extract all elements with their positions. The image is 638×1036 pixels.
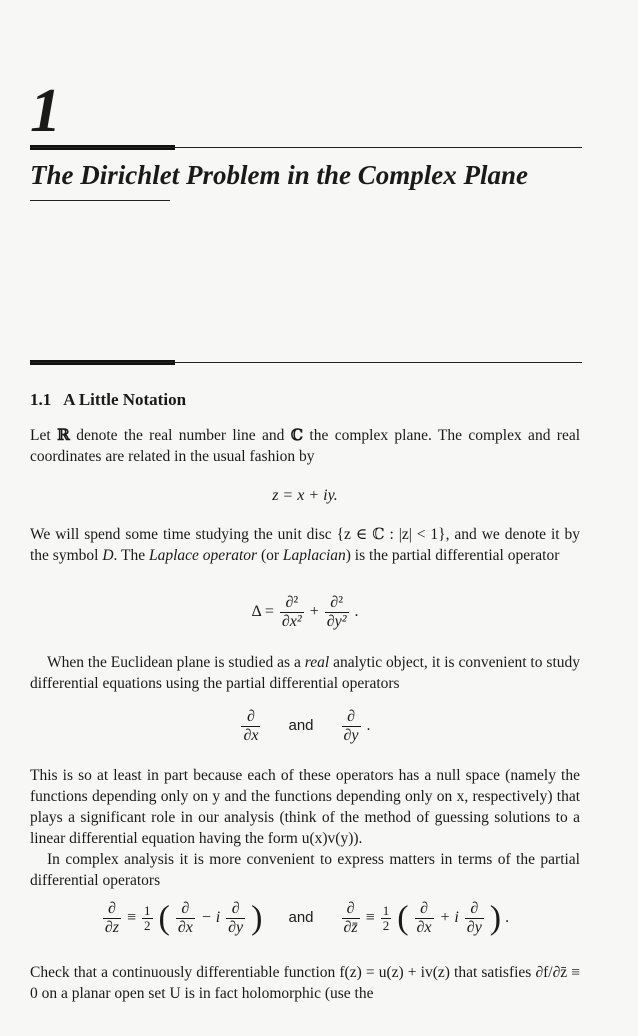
fraction-half bbox=[381, 904, 392, 933]
p1-text-b: denote the real number line and bbox=[69, 427, 291, 444]
numerator: ∂² bbox=[330, 594, 343, 611]
numerator: ∂ bbox=[346, 900, 355, 917]
right-paren: ) bbox=[489, 899, 502, 937]
fraction-d-dx bbox=[241, 708, 260, 745]
section-heading bbox=[30, 390, 186, 410]
denominator: ∂x bbox=[177, 919, 193, 936]
minus-i: − i bbox=[200, 909, 221, 927]
real-term: real bbox=[304, 654, 330, 671]
period: . bbox=[505, 909, 510, 927]
numerator: ∂ bbox=[470, 900, 479, 917]
numerator: ∂ bbox=[107, 900, 116, 917]
paragraph-3 bbox=[30, 652, 580, 694]
equiv-sign: ≡ bbox=[127, 909, 137, 927]
chapter-number: 1 bbox=[30, 77, 61, 145]
p1-text-c: the complex plane. The complex and real coordinates are related in the usual fashion by bbox=[30, 427, 581, 465]
numerator: ∂ bbox=[347, 708, 355, 725]
p2-text-b: . The bbox=[113, 547, 149, 564]
denominator: ∂y² bbox=[326, 613, 347, 630]
section-number: 1.1 bbox=[30, 390, 52, 409]
fraction-d-dy bbox=[465, 900, 484, 937]
paragraph-1 bbox=[30, 424, 580, 467]
and-word: and bbox=[288, 909, 314, 927]
period: . bbox=[354, 603, 359, 621]
fraction-d-dx bbox=[176, 900, 195, 937]
fraction-d-dz bbox=[103, 900, 121, 937]
chapter-rule-thin bbox=[30, 147, 582, 148]
plus-i: + i bbox=[439, 909, 459, 927]
period: . bbox=[366, 717, 371, 735]
fraction-d-dzbar bbox=[342, 900, 360, 937]
right-paren: ) bbox=[251, 899, 263, 937]
p2-text-d: ) is the partial differential operator bbox=[345, 547, 560, 564]
fraction-d-dy bbox=[342, 708, 361, 745]
equation-wirtinger bbox=[30, 900, 580, 937]
laplace-operator-term: Laplace operator bbox=[149, 547, 258, 564]
left-paren: ( bbox=[158, 899, 170, 937]
laplacian-term: Laplacian bbox=[282, 547, 346, 564]
denominator: ∂x² bbox=[281, 613, 302, 630]
p2-text-c: (or bbox=[257, 547, 283, 564]
section-title: A Little Notation bbox=[63, 390, 187, 409]
plus-sign: + bbox=[309, 603, 319, 621]
paragraph-4: This is so at least in part because each of these operators has a null space (namely the functions depending only on y and the functions depending only on x, respectively) that plays a significant role in our analysis (think of the method of guessing solutions to a linear differential equation having the form u(x)v(y)). bbox=[30, 767, 580, 847]
left-paren: ( bbox=[397, 899, 409, 937]
numerator: 1 bbox=[144, 903, 151, 918]
fraction-d-dy bbox=[226, 900, 245, 937]
laplacian-lhs: Δ = bbox=[251, 603, 274, 621]
section-rule-thin bbox=[30, 362, 582, 363]
p2-text-a: We will spend some time studying the unit disc {z ∈ ℂ : |z| < 1}, and we denote it by the symbol bbox=[30, 526, 580, 564]
numerator: ∂ bbox=[247, 708, 255, 725]
denominator: ∂z̄ bbox=[343, 919, 358, 936]
numerator: ∂ bbox=[231, 900, 240, 917]
denominator: ∂z bbox=[104, 919, 120, 936]
p3-text-a: When the Euclidean plane is studied as a bbox=[47, 654, 305, 671]
denominator: ∂y bbox=[228, 919, 244, 936]
numerator: 1 bbox=[382, 903, 390, 918]
equiv-sign: ≡ bbox=[365, 909, 375, 927]
equation-laplacian bbox=[30, 594, 580, 631]
paragraph-2 bbox=[30, 524, 580, 566]
and-word: and bbox=[288, 717, 314, 735]
chapter-title: The Dirichlet Problem in the Complex Plane bbox=[30, 160, 528, 190]
fraction-d-dx bbox=[415, 900, 434, 937]
disc-symbol: D bbox=[102, 547, 114, 564]
denominator: ∂y bbox=[466, 919, 482, 936]
denominator: 2 bbox=[382, 918, 390, 933]
paragraph-5: In complex analysis it is more convenient to express matters in terms of the partial differential operators bbox=[30, 851, 580, 889]
denominator: 2 bbox=[144, 918, 151, 933]
title-underline bbox=[30, 200, 170, 201]
numerator: ∂ bbox=[181, 900, 190, 917]
complex-symbol: ℂ bbox=[290, 425, 304, 444]
equation-z: z = x + iy. bbox=[272, 487, 338, 504]
equation-partials bbox=[30, 708, 580, 745]
p3-text-b: analytic object, it is convenient to study differential equations using the partial differential operators bbox=[30, 654, 580, 692]
fraction-d2-dy2 bbox=[325, 594, 349, 631]
fraction-d2-dx2 bbox=[280, 594, 304, 631]
numerator: ∂² bbox=[285, 594, 299, 611]
reals-symbol: ℝ bbox=[57, 425, 70, 444]
denominator: ∂y bbox=[343, 727, 359, 744]
paragraph-6: Check that a continuously differentiable function f(z) = u(z) + iv(z) that satisfies ∂f/∂z̄ ≡ 0 on a planar open set U is in fact holomorphic (use the bbox=[30, 964, 580, 1002]
fraction-half bbox=[142, 904, 153, 933]
numerator: ∂ bbox=[420, 900, 428, 917]
denominator: ∂x bbox=[243, 727, 259, 744]
p1-text-a: Let bbox=[30, 427, 57, 444]
denominator: ∂x bbox=[416, 919, 432, 936]
